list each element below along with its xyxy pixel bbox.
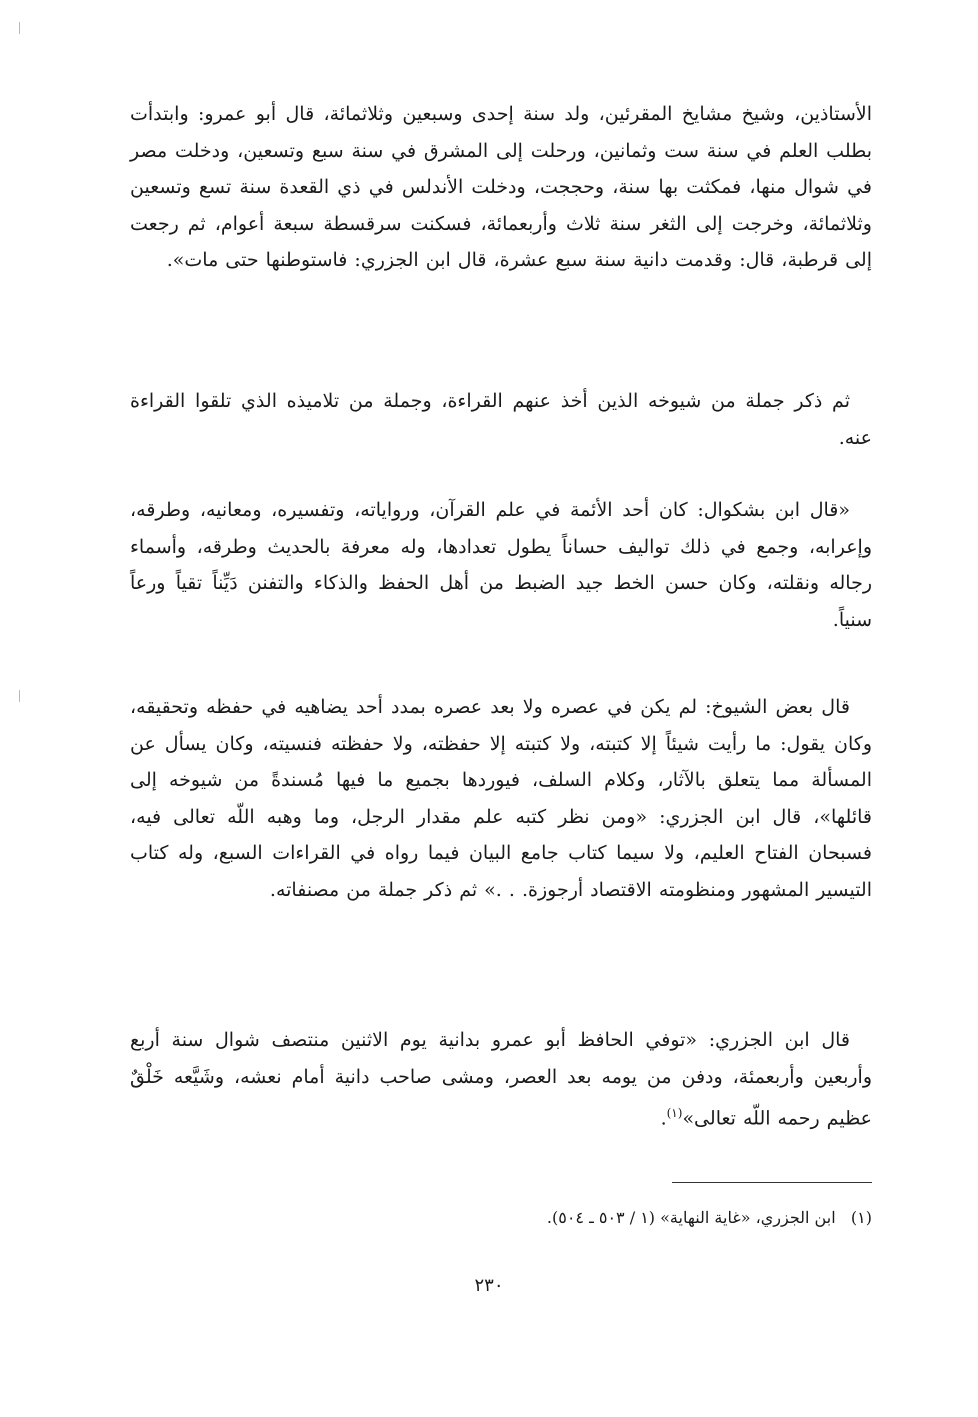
footnote-reference[interactable]: (١) [666,1106,683,1120]
footnote-divider [672,1182,872,1183]
paragraph-text: قال بعض الشيوخ: لم يكن في عصره ولا بعد عصره بمدد أحد يضاهيه في حفظه وتحقيقه، وكان يقول: ما رأيت شيئاً إلا كتبته، ولا كتبته إلا حفظته، ولا حفظته فنسيته، وكان يسأل عن المسألة مما يتعلق بالآثار، وكلام السلف، فيوردها بجميع ما فيها مُسندةً من شيوخه إلى قائلها»، قال ابن الجزري: «ومن نظر كتبه علم مقدار الرجل، وما وهبه اللّه تعالى فيه، فسبحان الفتاح العليم، ولا سيما كتاب جامع البيان فيما رواه في القراءات السبع، وله كتاب التيسير المشهور ومنظومته الاقتصاد أرجوزة. . .» ثم ذكر جملة من مصنفاته. [130,696,872,901]
paragraph-text: الأستاذين، وشيخ مشايخ المقرئين، ولد سنة إحدى وسبعين وثلاثمائة، قال أبو عمرو: وابتدأت بطلب العلم في سنة ست وثمانين، ورحلت إلى المشرق في سنة سبع وتسعين، ودخلت مصر في شوال منها، فمكثت بها سنة، وحججت، ودخلت الأندلس في ذي القعدة سنة تسع وتسعين وثلاثمائة، وخرجت إلى الثغر سنة ثلاث وأربعمائة، فسكنت سرقسطة سبعة أعوام، ثم رجعت إلى قرطبة، قال: وقدمت دانية سنة سبع عشرة، قال ابن الجزري: فاستوطنها حتى مات». [130,103,872,271]
paragraph-text: ثم ذكر جملة من شيوخه الذين أخذ عنهم القراءة، وجملة من تلاميذه الذي تلقوا القراءة عنه. [130,390,872,449]
paragraph-text: قال ابن الجزري: «توفي الحافظ أبو عمرو بدانية يوم الاثنين منتصف شوال سنة أربع وأربعين وأربعمئة، ودفن من يومه بعد العصر، ومشى صاحب دانية أمام نعشه، وشَيَّعه خَلْقٌ عظيم رحمه اللّه تعالى»$^{(١)}$. [130,1029,872,1130]
paragraph-death-text: قال ابن الجزري: «توفي الحافظ أبو عمرو بدانية يوم الاثنين منتصف شوال سنة أربع وأربعين وأربعمئة، ودفن من يومه بعد العصر، ومشى صاحب دانية أمام نعشه، وشَيَّعه خَلْقٌ عظيم رحمه اللّه تعالى» [130,1029,872,1130]
paragraph-death [130,1022,872,1137]
footnote [130,1203,872,1233]
footnote-marker: (١) [850,1208,872,1227]
scan-edge-mark [19,690,20,702]
page-number: ٢٣٠ [474,1275,504,1296]
paragraph-text: «قال ابن بشكوال: كان أحد الأئمة في علم القرآن، ورواياته، وتفسيره، ومعانيه، وطرقه، وإعرابه، وجمع في ذلك تواليف حساناً يطول تعدادها، وله معرفة بالحديث وطرقه، وأسماء رجاله ونقلته، وكان حسن الخط جيد الضبط من أهل الحفظ والذكاء والتفنن دَيِّناً تقياً ورعاً سنياً. [130,499,872,631]
scan-edge-mark [19,22,20,34]
paragraph-teachers [130,383,872,456]
footnote-text: ابن الجزري، «غاية النهاية» (١ / ٥٠٣ ـ ٥٠٤). [546,1208,836,1227]
paragraph-ibn-bashkuwal-quote [130,492,872,638]
paragraph-sheikhs-quote [130,689,872,908]
paragraph-biography [130,96,872,279]
